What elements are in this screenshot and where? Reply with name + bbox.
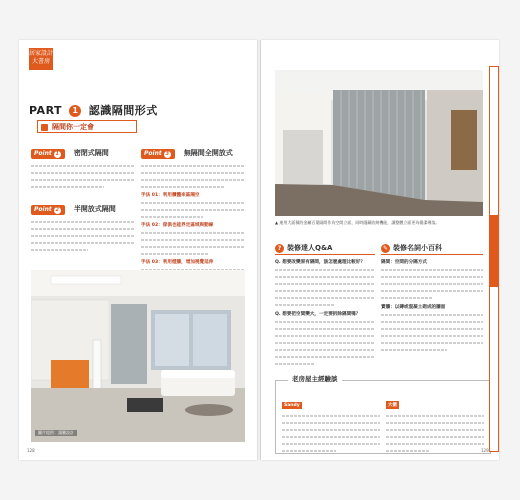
- point-2-title: 半開放式隔間: [73, 205, 116, 213]
- homeowner-experience-title: 老房屋主經驗談: [288, 374, 342, 383]
- living-room-photo: [31, 270, 245, 442]
- method-3-heading: 手法 03：利用燈牆，增加視覺延伸: [141, 260, 214, 265]
- must-know-label: 隔間你一定會: [52, 123, 94, 131]
- point-1-title: 密閉式隔間: [73, 149, 109, 157]
- page-number-right: 129: [481, 448, 489, 453]
- homeowner-1-text: [282, 412, 380, 454]
- part-number-badge: 1: [69, 105, 81, 117]
- point-1-badge: Point 1: [31, 149, 65, 159]
- question-icon: ?: [275, 244, 284, 253]
- metal-louver-photo: [275, 70, 483, 216]
- glossary-def-2: [381, 311, 483, 353]
- glossary-header: [381, 242, 483, 255]
- glossary-def-1: [381, 266, 483, 301]
- answer-2: [275, 318, 375, 367]
- point-3-title: 無隔間全開放式: [183, 149, 233, 157]
- point-2-header: [31, 196, 135, 215]
- running-head-line-2: 大書房: [31, 58, 50, 65]
- qa-title: 裝修達人Q&A: [287, 244, 333, 252]
- method-2-heading: 手法 02：傢俱也能界定區域與動線: [141, 223, 214, 228]
- photo-caption: 圖片提供：鴻騰設計: [35, 430, 77, 436]
- point-1-body: [31, 162, 135, 190]
- part-label: PART: [29, 104, 63, 117]
- running-head-line-1: 居家設計: [29, 50, 54, 57]
- glossary-section: [381, 242, 483, 353]
- homeowner-2-text: [386, 412, 484, 454]
- chapter-tab-active[interactable]: [489, 216, 499, 286]
- homeowner-2-badge: 大衛: [388, 403, 397, 408]
- point-2-badge: Point 2: [31, 205, 65, 215]
- method-1-heading: 手法 01：利用櫃體來區隔空: [141, 193, 200, 198]
- photo-note-right: ▲ 運用大面積的金屬百葉隔間作為空間立面，同時隱藏收納機能，讓整體立面更為簡潔俐落。: [275, 220, 440, 225]
- glossary-term-1: 隔間：空間的分隔方式: [381, 260, 427, 265]
- method-1-body: [141, 199, 245, 220]
- glossary-title: 裝修名詞小百科: [393, 244, 442, 252]
- qa-section: [275, 242, 375, 367]
- point-3-header: [141, 140, 245, 159]
- part-title: [29, 102, 158, 118]
- point-1-header: [31, 140, 135, 159]
- right-column: [141, 140, 245, 287]
- glossary-term-2: 實牆：以磚或混凝土砌成的牆面: [381, 305, 446, 310]
- answer-1: [275, 266, 375, 308]
- homeowner-1: [282, 391, 380, 454]
- homeowner-2: [386, 391, 484, 454]
- qa-header: [275, 242, 375, 255]
- part-heading: 認識隔間形式: [88, 104, 158, 117]
- point-3-badge: Point 3: [141, 149, 175, 159]
- method-2-body: [141, 229, 245, 257]
- chapter-tab-strip: [489, 66, 499, 452]
- pencil-icon: ✎: [382, 244, 389, 252]
- chapter-tab-3[interactable]: [489, 286, 499, 452]
- living-room-illustration: [31, 270, 245, 442]
- chapter-tab-1[interactable]: [489, 66, 499, 216]
- tag-icon: [41, 124, 48, 131]
- left-page: [19, 40, 257, 460]
- left-column: [31, 140, 135, 285]
- page-number-left: 128: [27, 448, 35, 453]
- homeowner-experience-box: [275, 375, 491, 454]
- right-page: [261, 40, 499, 460]
- point-3-body: [141, 162, 245, 190]
- must-know-banner: [37, 120, 137, 133]
- point-2-body: [31, 218, 135, 253]
- question-2: Q. 想要把空間變大，一定要拆除隔間嗎？: [275, 312, 361, 317]
- corridor-illustration: [275, 70, 483, 216]
- question-1: Q. 想要改變原有隔間，該怎麼處理比較好？: [275, 260, 365, 265]
- running-head: [29, 48, 53, 70]
- homeowner-1-badge: Sandy: [284, 403, 300, 408]
